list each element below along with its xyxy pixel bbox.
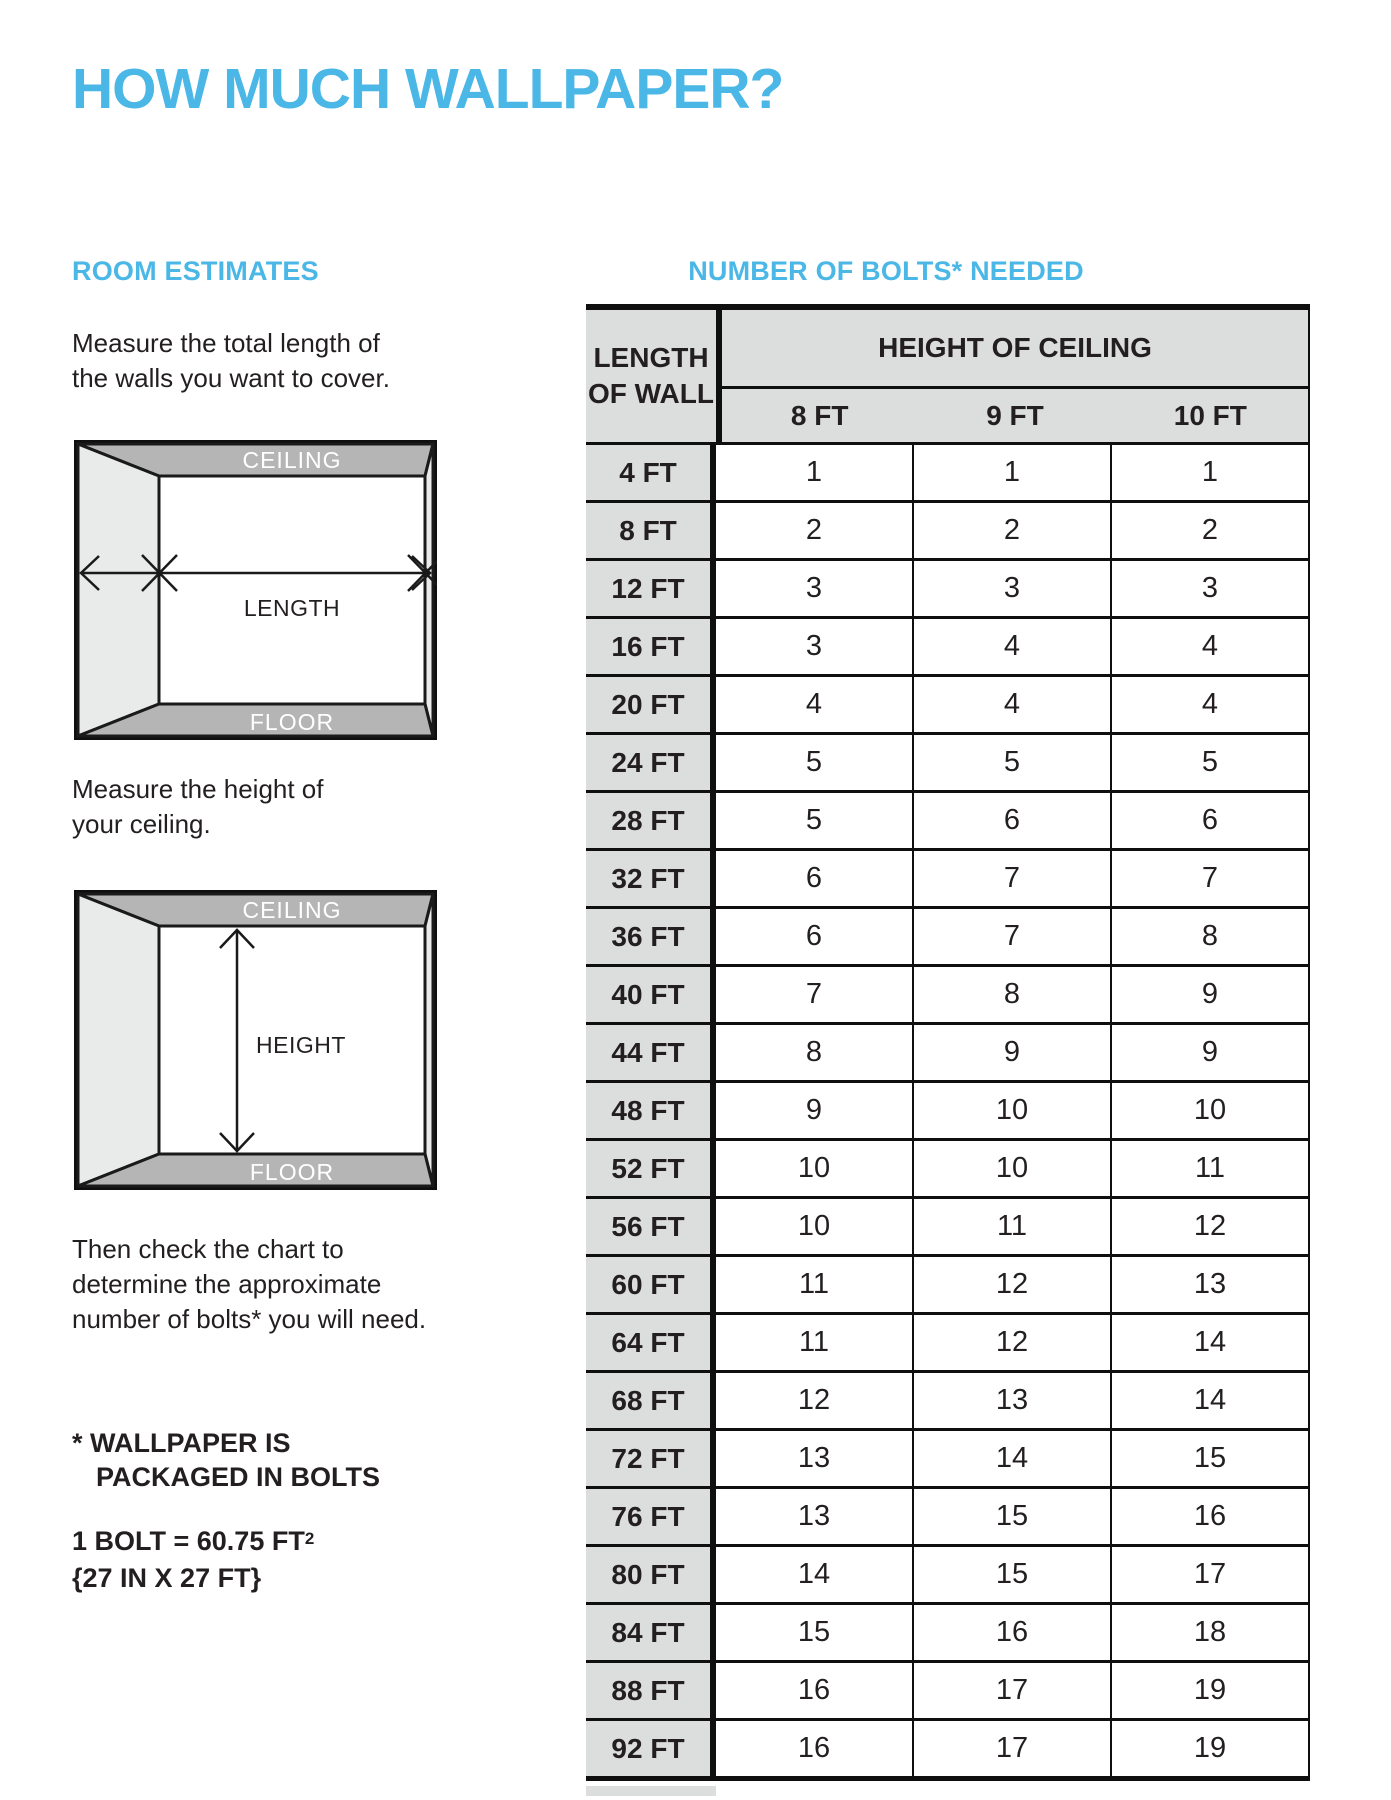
bolt-count-cell: 15 bbox=[914, 1489, 1112, 1544]
bolt-count-cell: 13 bbox=[716, 1489, 914, 1544]
bolt-count-cell: 16 bbox=[716, 1721, 914, 1776]
room-height-diagram bbox=[74, 890, 437, 1190]
ceiling-height-subheaders bbox=[722, 389, 1310, 442]
footnote-line: * WALLPAPER IS bbox=[72, 1428, 291, 1458]
bolt-count-cell: 12 bbox=[914, 1315, 1112, 1370]
paragraph-line: Then check the chart to bbox=[72, 1234, 344, 1264]
table-row bbox=[586, 1660, 1310, 1718]
height-of-ceiling-header: HEIGHT OF CEILING bbox=[722, 310, 1310, 389]
table-row bbox=[586, 674, 1310, 732]
wall-length-cell: 64 FT bbox=[586, 1315, 716, 1370]
bolt-count-cell: 2 bbox=[914, 503, 1112, 558]
wall-length-cell: 48 FT bbox=[586, 1083, 716, 1138]
bolt-count-cell: 2 bbox=[716, 503, 914, 558]
bolts-table bbox=[586, 304, 1310, 1781]
bolt-count-cell: 11 bbox=[1112, 1141, 1310, 1196]
table-row bbox=[586, 906, 1310, 964]
table-row bbox=[586, 616, 1310, 674]
bolt-count-cell: 7 bbox=[914, 851, 1112, 906]
header-line: OF WALL bbox=[588, 378, 714, 409]
bolt-count-cell: 1 bbox=[1112, 445, 1310, 500]
table-row bbox=[586, 558, 1310, 616]
table-row bbox=[586, 1138, 1310, 1196]
paragraph-line: number of bolts* you will need. bbox=[72, 1304, 427, 1334]
page-title: HOW MUCH WALLPAPER? bbox=[72, 57, 784, 121]
table-row bbox=[586, 442, 1310, 500]
header-line: LENGTH bbox=[593, 342, 709, 373]
bolt-count-cell: 17 bbox=[914, 1663, 1112, 1718]
table-row bbox=[586, 1312, 1310, 1370]
bolt-count-cell: 7 bbox=[1112, 851, 1310, 906]
wall-length-cell: 44 FT bbox=[586, 1025, 716, 1080]
bolt-count-cell: 4 bbox=[914, 619, 1112, 674]
bolt-count-cell: 14 bbox=[1112, 1315, 1310, 1370]
bolt-equation: 1 BOLT = 60.75 $FT^2$ bbox=[72, 1526, 315, 1556]
floor-label: FLOOR bbox=[249, 1159, 335, 1185]
paragraph-line: the walls you want to cover. bbox=[72, 363, 390, 393]
bolt-count-cell: 6 bbox=[914, 793, 1112, 848]
ceiling-label: CEILING bbox=[242, 447, 342, 473]
bolt-count-cell: 15 bbox=[716, 1605, 914, 1660]
bolt-count-cell: 7 bbox=[716, 967, 914, 1022]
bolt-count-cell: 2 bbox=[1112, 503, 1310, 558]
length-of-wall-header bbox=[586, 310, 722, 442]
footnote-line: PACKAGED IN BOLTS bbox=[96, 1462, 381, 1492]
paragraph-line: Measure the height of bbox=[72, 774, 324, 804]
bolt-count-cell: 4 bbox=[914, 677, 1112, 732]
paragraph-line: your ceiling. bbox=[72, 809, 211, 839]
table-row bbox=[586, 732, 1310, 790]
bolt-count-cell: 14 bbox=[1112, 1373, 1310, 1428]
bolt-count-cell: 13 bbox=[1112, 1257, 1310, 1312]
bolt-count-cell: 6 bbox=[1112, 793, 1310, 848]
bolt-count-cell: 9 bbox=[716, 1083, 914, 1138]
room-estimates-heading: ROOM ESTIMATES bbox=[72, 256, 319, 286]
bolt-count-cell: 7 bbox=[914, 909, 1112, 964]
bolt-count-cell: 8 bbox=[914, 967, 1112, 1022]
bolt-count-cell: 5 bbox=[716, 793, 914, 848]
room-length-diagram bbox=[74, 440, 437, 740]
bolt-count-cell: 9 bbox=[1112, 967, 1310, 1022]
wall-length-cell: 72 FT bbox=[586, 1431, 716, 1486]
bolt-count-cell: 10 bbox=[716, 1141, 914, 1196]
left-wall bbox=[78, 894, 159, 1186]
left-wall bbox=[78, 444, 159, 736]
bolt-count-cell: 6 bbox=[716, 851, 914, 906]
bolt-count-cell: 18 bbox=[1112, 1605, 1310, 1660]
bolt-size-info bbox=[72, 1520, 314, 1597]
table-row bbox=[586, 964, 1310, 1022]
ceiling-header-group bbox=[722, 310, 1310, 442]
bolt-count-cell: 12 bbox=[1112, 1199, 1310, 1254]
table-row bbox=[586, 1022, 1310, 1080]
col-header-9ft: 9 FT bbox=[986, 399, 1044, 431]
table-row bbox=[586, 1602, 1310, 1660]
back-wall bbox=[159, 476, 425, 704]
wall-length-cell: 80 FT bbox=[586, 1547, 716, 1602]
bolt-count-cell: 10 bbox=[1112, 1083, 1310, 1138]
table-row bbox=[586, 1718, 1310, 1776]
wall-length-cell: 40 FT bbox=[586, 967, 716, 1022]
wall-length-cell: 12 FT bbox=[586, 561, 716, 616]
bolt-count-cell: 4 bbox=[716, 677, 914, 732]
bolt-count-cell: 4 bbox=[1112, 619, 1310, 674]
check-chart-paragraph bbox=[72, 1232, 426, 1337]
table-row bbox=[586, 1080, 1310, 1138]
table-row bbox=[586, 1370, 1310, 1428]
bolt-count-cell: 1 bbox=[914, 445, 1112, 500]
measure-length-paragraph bbox=[72, 326, 390, 396]
wall-length-cell: 4 FT bbox=[586, 445, 716, 500]
bolt-count-cell: 4 bbox=[1112, 677, 1310, 732]
wall-length-cell: 92 FT bbox=[586, 1721, 716, 1776]
paragraph-line: determine the approximate bbox=[72, 1269, 382, 1299]
bolt-count-cell: 14 bbox=[716, 1547, 914, 1602]
bolt-count-cell: 6 bbox=[716, 909, 914, 964]
measure-height-paragraph bbox=[72, 772, 324, 842]
col-header-10ft: 10 FT bbox=[1173, 399, 1247, 431]
bolt-count-cell: 10 bbox=[716, 1199, 914, 1254]
bolt-count-cell: 3 bbox=[716, 561, 914, 616]
wall-length-cell: 16 FT bbox=[586, 619, 716, 674]
table-body bbox=[586, 442, 1310, 1781]
table-gray-tail bbox=[586, 1786, 716, 1796]
bolt-count-cell: 3 bbox=[716, 619, 914, 674]
bolt-count-cell: 8 bbox=[716, 1025, 914, 1080]
bolt-count-cell: 17 bbox=[914, 1721, 1112, 1776]
bolt-count-cell: 5 bbox=[716, 735, 914, 790]
bolt-count-cell: 19 bbox=[1112, 1663, 1310, 1718]
table-row bbox=[586, 1486, 1310, 1544]
bolt-count-cell: 8 bbox=[1112, 909, 1310, 964]
height-label: HEIGHT bbox=[256, 1032, 346, 1058]
floor-label: FLOOR bbox=[249, 709, 335, 735]
table-row bbox=[586, 500, 1310, 558]
wall-length-cell: 24 FT bbox=[586, 735, 716, 790]
wall-length-cell: 20 FT bbox=[586, 677, 716, 732]
bolt-count-cell: 9 bbox=[1112, 1025, 1310, 1080]
bolt-count-cell: 11 bbox=[716, 1315, 914, 1370]
bolt-count-cell: 9 bbox=[914, 1025, 1112, 1080]
bolt-count-cell: 13 bbox=[914, 1373, 1112, 1428]
table-header bbox=[586, 310, 1310, 442]
bolt-count-cell: 16 bbox=[914, 1605, 1112, 1660]
bolt-count-cell: 3 bbox=[914, 561, 1112, 616]
bolt-count-cell: 3 bbox=[1112, 561, 1310, 616]
table-row bbox=[586, 848, 1310, 906]
wall-length-cell: 88 FT bbox=[586, 1663, 716, 1718]
bolt-count-cell: 5 bbox=[1112, 735, 1310, 790]
table-row bbox=[586, 1544, 1310, 1602]
bolt-count-cell: 17 bbox=[1112, 1547, 1310, 1602]
bolt-count-cell: 13 bbox=[716, 1431, 914, 1486]
ceiling-label: CEILING bbox=[242, 897, 342, 923]
wall-length-cell: 28 FT bbox=[586, 793, 716, 848]
bolt-count-cell: 16 bbox=[716, 1663, 914, 1718]
bolt-count-cell: 11 bbox=[914, 1199, 1112, 1254]
bolt-count-cell: 12 bbox=[914, 1257, 1112, 1312]
bolt-count-cell: 11 bbox=[716, 1257, 914, 1312]
bolt-count-cell: 15 bbox=[914, 1547, 1112, 1602]
paragraph-line: Measure the total length of bbox=[72, 328, 380, 358]
bolt-count-cell: 10 bbox=[914, 1141, 1112, 1196]
bolt-count-cell: 5 bbox=[914, 735, 1112, 790]
table-row bbox=[586, 1254, 1310, 1312]
wall-length-cell: 32 FT bbox=[586, 851, 716, 906]
wall-length-cell: 56 FT bbox=[586, 1199, 716, 1254]
bolt-count-cell: 15 bbox=[1112, 1431, 1310, 1486]
bolt-count-cell: 16 bbox=[1112, 1489, 1310, 1544]
bolt-count-cell: 12 bbox=[716, 1373, 914, 1428]
wall-length-cell: 8 FT bbox=[586, 503, 716, 558]
bolt-count-cell: 1 bbox=[716, 445, 914, 500]
wall-length-cell: 60 FT bbox=[586, 1257, 716, 1312]
bolts-needed-heading: NUMBER OF BOLTS* NEEDED bbox=[688, 256, 1084, 286]
table-row bbox=[586, 790, 1310, 848]
table-row bbox=[586, 1196, 1310, 1254]
bolt-count-cell: 10 bbox=[914, 1083, 1112, 1138]
superscript-two: 2 bbox=[304, 1529, 315, 1548]
wall-length-cell: 52 FT bbox=[586, 1141, 716, 1196]
bolt-count-cell: 19 bbox=[1112, 1721, 1310, 1776]
wall-length-cell: 84 FT bbox=[586, 1605, 716, 1660]
table-row bbox=[586, 1428, 1310, 1486]
col-header-8ft: 8 FT bbox=[790, 399, 849, 431]
bolt-dimensions: {27 IN X 27 FT} bbox=[72, 1563, 262, 1593]
wallpaper-bolts-footnote bbox=[72, 1426, 380, 1494]
wall-length-cell: 36 FT bbox=[586, 909, 716, 964]
wall-length-cell: 68 FT bbox=[586, 1373, 716, 1428]
length-label: LENGTH bbox=[243, 595, 341, 621]
wall-length-cell: 76 FT bbox=[586, 1489, 716, 1544]
bolt-count-cell: 14 bbox=[914, 1431, 1112, 1486]
